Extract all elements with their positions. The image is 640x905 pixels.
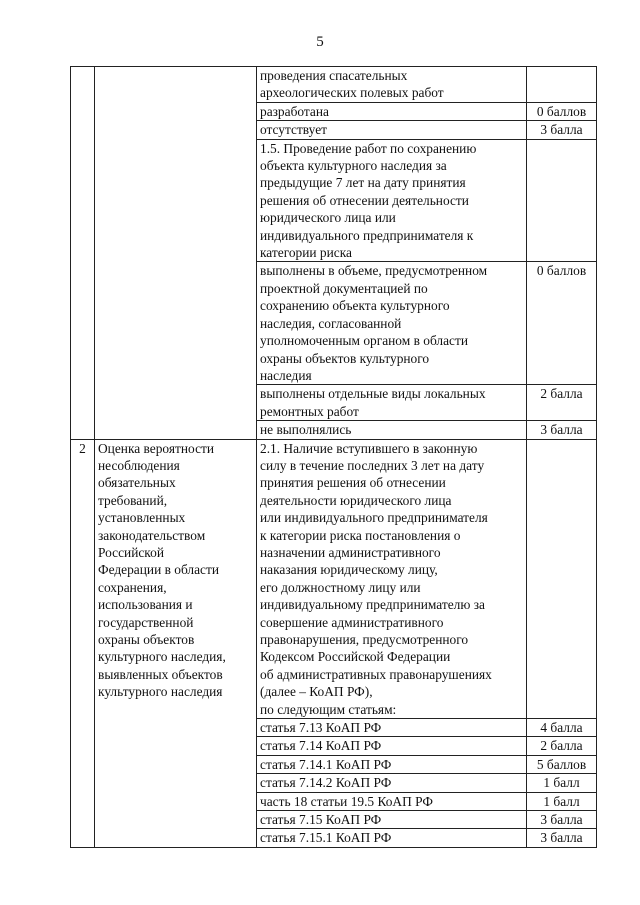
indicator-line: ремонтных работ <box>260 403 359 419</box>
table-row <box>71 67 597 103</box>
indicator-cell <box>257 774 527 792</box>
indicator-line: категории риска <box>260 245 352 261</box>
score-cell: 5 баллов <box>527 755 597 773</box>
criterion-line: охраны объектов <box>98 632 195 647</box>
indicator-line: статья 7.15.1 КоАП РФ <box>260 830 392 846</box>
indicator-line: силу в течение последних 3 лет на дату <box>260 457 485 473</box>
score-cell <box>527 139 597 262</box>
indicator-line: назначении административного <box>260 544 441 560</box>
indicator-line: статья 7.14.1 КоАП РФ <box>260 756 392 772</box>
indicator-cell <box>257 792 527 810</box>
criterion-line: культурного наследия, <box>98 649 226 665</box>
score-cell: 1 балл <box>527 792 597 810</box>
indicator-cell <box>257 121 527 139</box>
indicator-cell <box>257 262 527 385</box>
criterion-line: сохранения, <box>98 579 167 595</box>
score-cell <box>527 67 597 103</box>
indicator-line: предыдущие 7 лет на дату принятия <box>260 175 466 191</box>
indicator-line: индивидуального предпринимателя к <box>260 227 474 243</box>
indicator-line: Кодексом Российской Федерации <box>260 649 451 665</box>
score-cell <box>527 439 597 719</box>
indicator-line: принятия решения об отнесении <box>260 475 446 491</box>
indicator-cell <box>257 139 527 262</box>
indicator-line: об административных правонарушениях <box>260 666 492 682</box>
score-cell: 1 балл <box>527 774 597 792</box>
indicator-line: совершение административного <box>260 614 444 630</box>
indicator-line: наследия <box>260 367 312 383</box>
indicator-line: (далее – КоАП РФ), <box>260 684 373 700</box>
criterion-line: обязательных <box>98 475 176 491</box>
indicator-cell <box>257 829 527 847</box>
score-cell: 2 балла <box>527 385 597 421</box>
indicator-line: правонарушения, предусмотренного <box>260 632 469 647</box>
score-cell: 0 баллов <box>527 262 597 385</box>
indicator-line: отсутствует <box>260 122 327 138</box>
criterion-line: выявленных объектов <box>98 666 223 682</box>
indicator-line: проведения спасательных <box>260 68 408 83</box>
indicator-line: статья 7.14 КоАП РФ <box>260 738 382 754</box>
indicator-line: объекта культурного наследия за <box>260 158 447 174</box>
table-body <box>71 67 597 848</box>
criterion-line: Федерации в области <box>98 562 220 578</box>
criterion-line: Оценка вероятности <box>98 440 215 456</box>
indicator-cell <box>257 755 527 773</box>
indicator-line: наказания юридическому лицу, <box>260 562 438 578</box>
indicator-line: решения об отнесении деятельности <box>260 192 469 208</box>
risk-criteria-table <box>70 66 597 848</box>
criterion-line: использования и <box>98 597 193 613</box>
criterion-line: установленных <box>98 510 186 526</box>
indicator-line: по следующим статьям: <box>260 701 397 717</box>
indicator-cell <box>257 67 527 103</box>
indicator-line: сохранению объекта культурного <box>260 298 450 314</box>
indicator-line: не выполнялись <box>260 422 352 438</box>
criterion-line: государственной <box>98 614 194 630</box>
score-cell: 3 балла <box>527 829 597 847</box>
score-cell: 0 баллов <box>527 102 597 120</box>
score-cell: 3 балла <box>527 121 597 139</box>
number-cell: 2 <box>71 439 95 847</box>
indicator-cell <box>257 439 527 719</box>
indicator-line: 1.5. Проведение работ по сохранению <box>260 140 477 156</box>
indicator-line: статья 7.14.2 КоАП РФ <box>260 775 392 791</box>
criterion-line: культурного наследия <box>98 684 223 700</box>
criterion-line: Российской <box>98 544 164 560</box>
indicator-line: наследия, согласованной <box>260 315 402 331</box>
criterion-cell <box>95 439 257 847</box>
page-number: 5 <box>316 34 324 50</box>
criterion-line: требований, <box>98 492 168 508</box>
score-cell: 2 балла <box>527 737 597 755</box>
indicator-cell <box>257 811 527 829</box>
indicator-line: юридического лица или <box>260 210 396 226</box>
indicator-line: археологических полевых работ <box>260 85 444 101</box>
indicator-line: статья 7.13 КоАП РФ <box>260 720 382 736</box>
indicator-line: часть 18 статьи 19.5 КоАП РФ <box>260 793 433 809</box>
indicator-line: его должностному лицу или <box>260 579 421 595</box>
indicator-cell <box>257 102 527 120</box>
score-cell: 4 балла <box>527 719 597 737</box>
indicator-line: или индивидуального предпринимателя <box>260 510 488 526</box>
criterion-line: несоблюдения <box>98 457 180 473</box>
criterion-cell <box>95 67 257 440</box>
indicator-line: охраны объектов культурного <box>260 350 430 366</box>
indicator-line: проектной документацией по <box>260 280 428 296</box>
indicator-line: статья 7.15 КоАП РФ <box>260 812 382 828</box>
indicator-line: выполнены в объеме, предусмотренном <box>260 263 488 279</box>
indicator-line: выполнены отдельные виды локальных <box>260 386 486 402</box>
indicator-line: уполномоченным органом в области <box>260 333 469 349</box>
score-cell: 3 балла <box>527 421 597 439</box>
score-cell: 3 балла <box>527 811 597 829</box>
indicator-cell <box>257 719 527 737</box>
table-row <box>71 439 597 719</box>
indicator-line: к категории риска постановления о <box>260 527 461 543</box>
indicator-line: индивидуальному предпринимателю за <box>260 597 485 613</box>
indicator-line: деятельности юридического лица <box>260 492 452 508</box>
indicator-line: 2.1. Наличие вступившего в законную <box>260 440 478 456</box>
indicator-cell <box>257 421 527 439</box>
indicator-cell <box>257 737 527 755</box>
indicator-cell <box>257 385 527 421</box>
criterion-line: законодательством <box>98 527 206 543</box>
number-cell <box>71 67 95 440</box>
indicator-line: разработана <box>260 103 329 119</box>
